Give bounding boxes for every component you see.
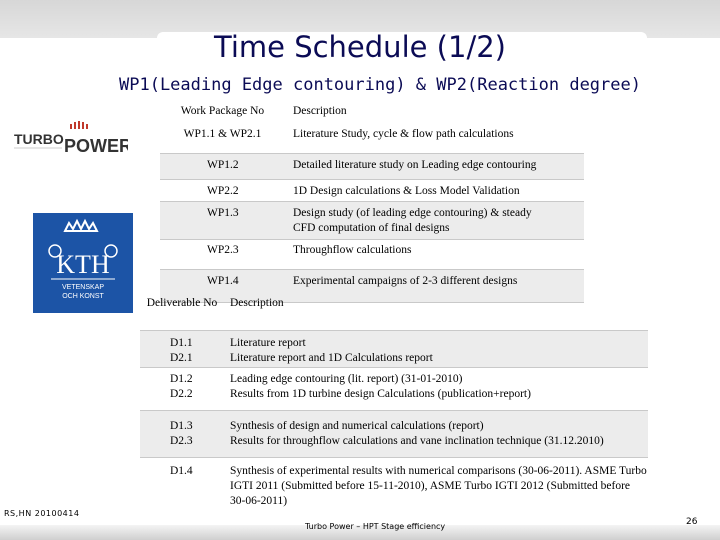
wp-no: WP1.1 & WP2.1 [160,126,285,154]
dl-desc-line2: Results for throughflow calculations and vane inclination technique (31.12.2010) [230,435,604,447]
wp-header-row [160,100,584,126]
wp-no: WP2.2 [160,180,285,202]
dl-desc [224,331,648,368]
dl-header-row [140,292,648,331]
wp-desc: Throughflow calculations [285,240,584,270]
dl-no-line2: D2.3 [170,435,193,447]
slide-title: Time Schedule (1/2) [214,30,506,64]
wp-row [160,240,584,270]
wp-row [160,126,584,154]
dl-desc: Synthesis of experimental results with numerical comparisons (30-06-2011). ASME Turbo IGTI 2011 (Submitted before 15-11-2010), ASME Turbo IGTI 2012 (Submitted before 30-06-2011) [230,465,647,507]
wp-no: WP2.3 [160,240,285,270]
wp-desc: Literature Study, cycle & flow path calculations [285,126,584,154]
dl-no-line1: D1.2 [170,373,193,385]
slide-subtitle: WP1(Leading Edge contouring) & WP2(Reaction degree) [119,75,641,95]
dl-row [140,331,648,368]
dl-desc-line2: Literature report and 1D Calculations report [230,352,433,364]
wp-desc: 1D Design calculations & Loss Model Validation [285,180,584,202]
dl-no [140,331,224,368]
page-number: 26 [686,517,698,527]
dl-header-desc: Description [224,292,648,331]
wp-no: WP1.2 [160,154,285,180]
wp-desc: Detailed literature study on Leading edge contouring [285,154,584,180]
dl-no [140,368,224,411]
wp-header-desc: Description [293,105,347,117]
dl-no [140,411,224,458]
dl-no: D1.4 [170,465,193,477]
wp-desc: Design study (of leading edge contouring) & steady CFD computation of final designs [285,202,584,240]
turbopower-logo-graphic [14,120,128,156]
wp-header-no: Work Package No [180,105,265,117]
deliverables-table [140,292,648,510]
kth-letters: KTH [56,250,110,279]
wp-desc: Experimental campaigns of 2-3 different designs [285,270,584,303]
wp-row [160,180,584,202]
footer-title: Turbo Power – HPT Stage efficiency [305,522,446,531]
kth-sub1: VETENSKAP [61,284,105,291]
dl-no-line1: D1.3 [170,420,193,432]
dl-no-line2: D2.2 [170,388,193,400]
dl-header-no: Deliverable No [140,292,224,331]
dl-desc-line2: Results from 1D turbine design Calculations (publication+report) [230,388,531,400]
dl-row [140,411,648,458]
dl-desc-line1: Leading edge contouring (lit. report) (31-01-2010) [230,373,463,385]
power-word: POWER [64,136,128,156]
dl-no-line2: D2.1 [170,352,193,364]
turbopower-logo [14,120,128,156]
wp-row [160,154,584,180]
dl-no-line1: D1.1 [170,337,193,349]
kth-crest [33,213,133,313]
work-package-table [160,100,584,303]
wp-no: WP1.3 [160,202,285,240]
turbo-word: TURBO [14,131,64,147]
dl-desc [224,411,648,458]
dl-desc-line1: Literature report [230,337,306,349]
dl-desc [224,368,648,411]
dl-row [140,458,648,511]
kth-logo [33,213,133,313]
wp-row [160,202,584,240]
dl-row [140,368,648,411]
wp-no: WP1.4 [160,270,285,303]
kth-sub2: OCH KONST [62,293,104,300]
dl-desc-line1: Synthesis of design and numerical calculations (report) [230,420,484,432]
footer-author-date: RS,HN 20100414 [4,509,80,518]
